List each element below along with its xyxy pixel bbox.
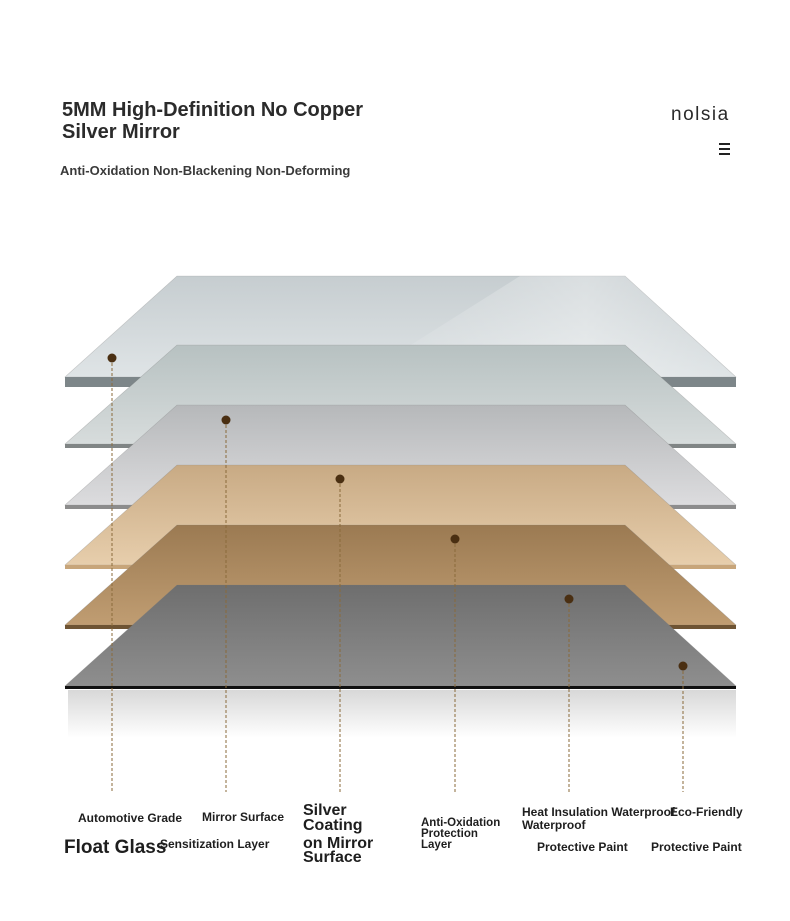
label-mirror-surface: Mirror Surface xyxy=(202,810,285,824)
label-automotive-grade: Automotive Grade xyxy=(78,811,183,825)
label-silver-line2: Coating xyxy=(303,817,363,834)
layer-ecofriendly-paint xyxy=(65,585,736,686)
pin-dot-6 xyxy=(679,662,688,671)
page-subtitle: Anti-Oxidation Non-Blackening Non-Deforming xyxy=(60,163,351,178)
label-eco-line2: Protective Paint xyxy=(651,840,742,854)
label-sensitization-layer: Sensitization Layer xyxy=(160,837,270,851)
pin-dot-4 xyxy=(451,535,460,544)
label-heat-line3: Protective Paint xyxy=(537,840,628,854)
pin-dot-2 xyxy=(222,416,231,425)
pin-dot-1 xyxy=(108,354,117,363)
label-eco-line1: Eco-Friendly xyxy=(670,805,743,819)
label-silver-line1: Silver xyxy=(303,802,347,819)
layer-edge-ecofriendly-paint xyxy=(65,686,736,689)
label-heat-line2: Waterproof xyxy=(522,818,586,832)
pin-dot-3 xyxy=(336,475,345,484)
page-title: 5MM High-Definition No Copper Silver Mirror xyxy=(62,99,364,143)
pin-dot-5 xyxy=(565,595,574,604)
label-silver-line4: Surface xyxy=(303,849,362,866)
label-heat-line1: Heat Insulation Waterproof xyxy=(522,805,675,819)
label-silver-line3: on Mirror xyxy=(303,835,374,852)
brand-logo[interactable]: nolsia xyxy=(671,104,730,125)
label-anti-line2: Protection xyxy=(421,828,478,840)
stack-shadow xyxy=(68,690,736,738)
label-anti-line3: Layer xyxy=(421,839,452,851)
label-float-glass: Float Glass xyxy=(64,837,167,858)
label-anti-line1: Anti-Oxidation xyxy=(421,817,501,829)
